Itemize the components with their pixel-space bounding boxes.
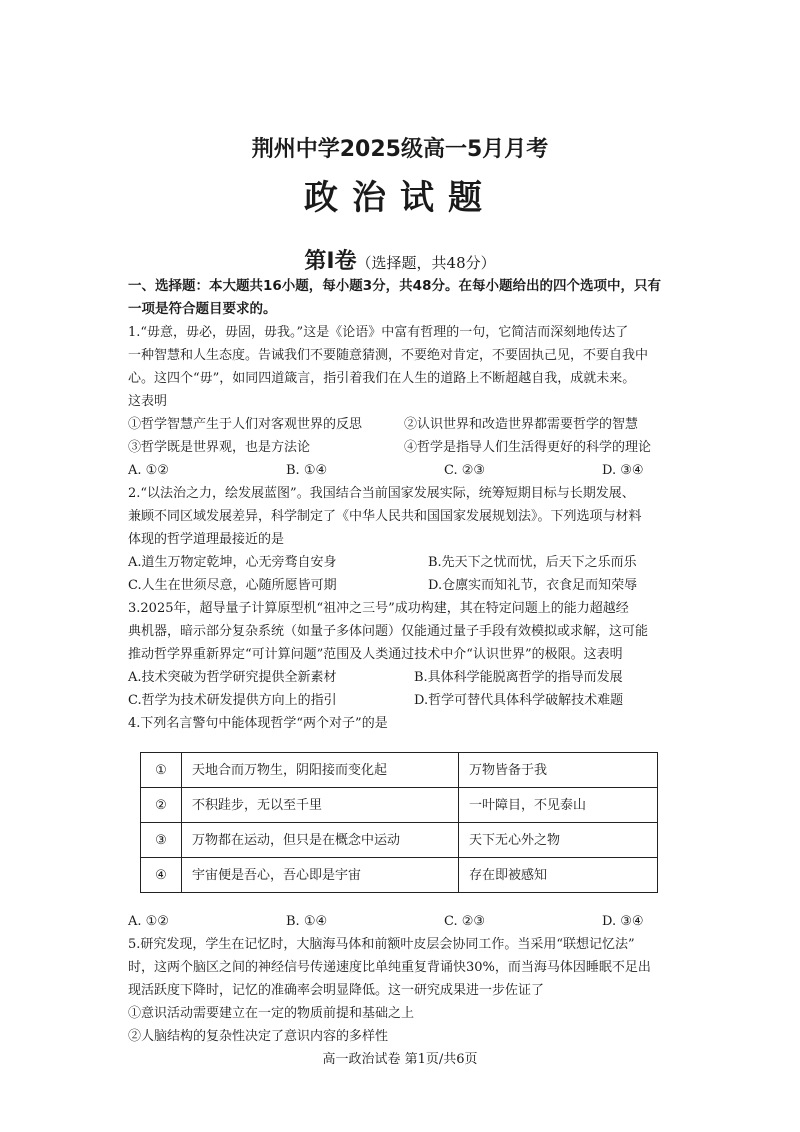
q4-option-c: C. ②③ <box>444 914 486 929</box>
page-footer: 高一政治试卷 第1页/共6页 <box>322 1052 478 1067</box>
q2-options-row <box>128 574 676 597</box>
quote-left: 宇宙便是吾心，吾心即是宇宙 <box>182 858 459 893</box>
subject-title: 政治试题 <box>304 178 496 218</box>
quote-right: 万物皆备于我 <box>459 753 658 788</box>
row-number: ② <box>141 788 182 823</box>
q1-stem-line: 1.“毋意，毋必，毋固，毋我。”这是《论语》中富有哲理的一句，它简洁而深刻地传达了 <box>128 325 629 340</box>
quotes-table <box>140 752 658 893</box>
q3-stem-line: 3.2025年，超导量子计算原型机“祖冲之三号”成功构建，其在特定问题上的能力超越经 <box>128 601 629 616</box>
q3-stem-line: 推动哲学界重新界定“可计算问题”范围及人类通过技术中介“认识世界”的极限。这表明 <box>128 647 623 662</box>
q3-option-c: C.哲学为技术研发提供方向上的指引 <box>128 693 337 708</box>
row-number: ③ <box>141 823 182 858</box>
q2-stem-line: 兼顾不同区域发展差异，科学制定了《中华人民共和国国家发展规划法》。下列选项与材料 <box>128 509 642 524</box>
section-heading-line1: 一、选择题：本大题共16小题，每小题3分，共48分。在每小题给出的四个选项中，只有 <box>128 278 661 294</box>
q1-statement: ③哲学既是世界观，也是方法论 <box>128 440 311 455</box>
q1-options-row <box>128 459 676 482</box>
q2-option-d: D.仓廪实而知礼节，衣食足而知荣辱 <box>428 578 638 593</box>
table-row <box>141 858 658 893</box>
part-heading <box>0 244 800 275</box>
q4-option-d: D. ③④ <box>602 914 644 929</box>
table-row <box>141 753 658 788</box>
q3-option-d: D.哲学可替代具体科学破解技术难题 <box>414 693 624 708</box>
quote-right: 存在即被感知 <box>459 858 658 893</box>
q2-stem-line: 体现的哲学道理最接近的是 <box>128 532 285 547</box>
q5-stem-line: 时，这两个脑区之间的神经信号传递速度比单纯重复背诵快30%，而当海马体因睡眠不足出 <box>128 960 651 975</box>
q1-option-c: C. ②③ <box>444 463 486 478</box>
q1-statement: ①哲学智慧产生于人们对客观世界的反思 <box>128 417 363 432</box>
quote-left: 天地合而万物生，阴阳接而变化起 <box>182 753 459 788</box>
exam-title: 荆州中学2025级高一5月月考 <box>251 137 549 162</box>
q1-statement-row <box>128 436 676 459</box>
q4-option-b: B. ①④ <box>286 914 328 929</box>
q5-statement: ①意识活动需要建立在一定的物质前提和基础之上 <box>128 1006 415 1021</box>
section-heading-line2: 一项是符合题目要求的。 <box>128 301 277 317</box>
q5-stem-line: 5.研究发现，学生在记忆时，大脑海马体和前额叶皮层会协同工作。当采用“联想记忆法” <box>128 937 635 952</box>
quote-left: 不积跬步，无以至千里 <box>182 788 459 823</box>
q1-option-d: D. ③④ <box>602 463 644 478</box>
quote-right: 天下无心外之物 <box>459 823 658 858</box>
q2-stem-line: 2.“以法治之力，绘发展蓝图”。我国结合当前国家发展实际，统筹短期目标与长期发展、 <box>128 486 635 501</box>
table-row <box>141 823 658 858</box>
q1-statement: ②认识世界和改造世界都需要哲学的智慧 <box>404 417 639 432</box>
quote-left: 万物都在运动，但只是在概念中运动 <box>182 823 459 858</box>
row-number: ④ <box>141 858 182 893</box>
table-row <box>141 788 658 823</box>
q3-option-a: A.技术突破为哲学研究提供全新素材 <box>128 670 337 685</box>
q1-option-a: A. ①② <box>128 463 169 478</box>
q2-option-c: C.人生在世须尽意，心随所愿皆可期 <box>128 578 337 593</box>
question-content <box>128 275 676 1048</box>
q3-options-row <box>128 689 676 712</box>
part-label: 第Ⅰ卷 <box>304 249 357 274</box>
q1-statement: ④哲学是指导人们生活得更好的科学的理论 <box>404 440 652 455</box>
q2-option-a: A.道生万物定乾坤，心无旁骛自安身 <box>128 555 337 570</box>
q5-stem-line: 现活跃度下降时，记忆的准确率会明显降低。这一研究成果进一步佐证了 <box>128 983 545 998</box>
q4-option-a: A. ①② <box>128 914 169 929</box>
part-note: （选择题，共48分） <box>356 254 496 272</box>
q1-stem-line: 这表明 <box>128 394 168 409</box>
q1-option-b: B. ①④ <box>286 463 328 478</box>
q5-statement: ②人脑结构的复杂性决定了意识内容的多样性 <box>128 1029 389 1044</box>
q4-stem: 4.下列名言警句中能体现哲学“两个对子”的是 <box>128 716 388 731</box>
q4-options-row <box>128 910 676 933</box>
q3-option-b: B.具体科学能脱离哲学的指导而发展 <box>414 670 623 685</box>
q3-stem-line: 典机器，暗示部分复杂系统（如量子多体问题）仅能通过量子手段有效模拟或求解，这可能 <box>128 624 649 639</box>
q2-options-row <box>128 551 676 574</box>
row-number: ① <box>141 753 182 788</box>
q3-options-row <box>128 666 676 689</box>
q2-option-b: B.先天下之忧而忧，后天下之乐而乐 <box>428 555 637 570</box>
q1-stem-line: 心。这四个“毋”，如同四道箴言，指引着我们在人生的道路上不断超越自我，成就未来。 <box>128 371 636 386</box>
quote-right: 一叶障目，不见泰山 <box>459 788 658 823</box>
q1-statement-row <box>128 413 676 436</box>
q1-stem-line: 一种智慧和人生态度。告诫我们不要随意猜测，不要绝对肯定，不要固执己见，不要自我中 <box>128 348 649 363</box>
